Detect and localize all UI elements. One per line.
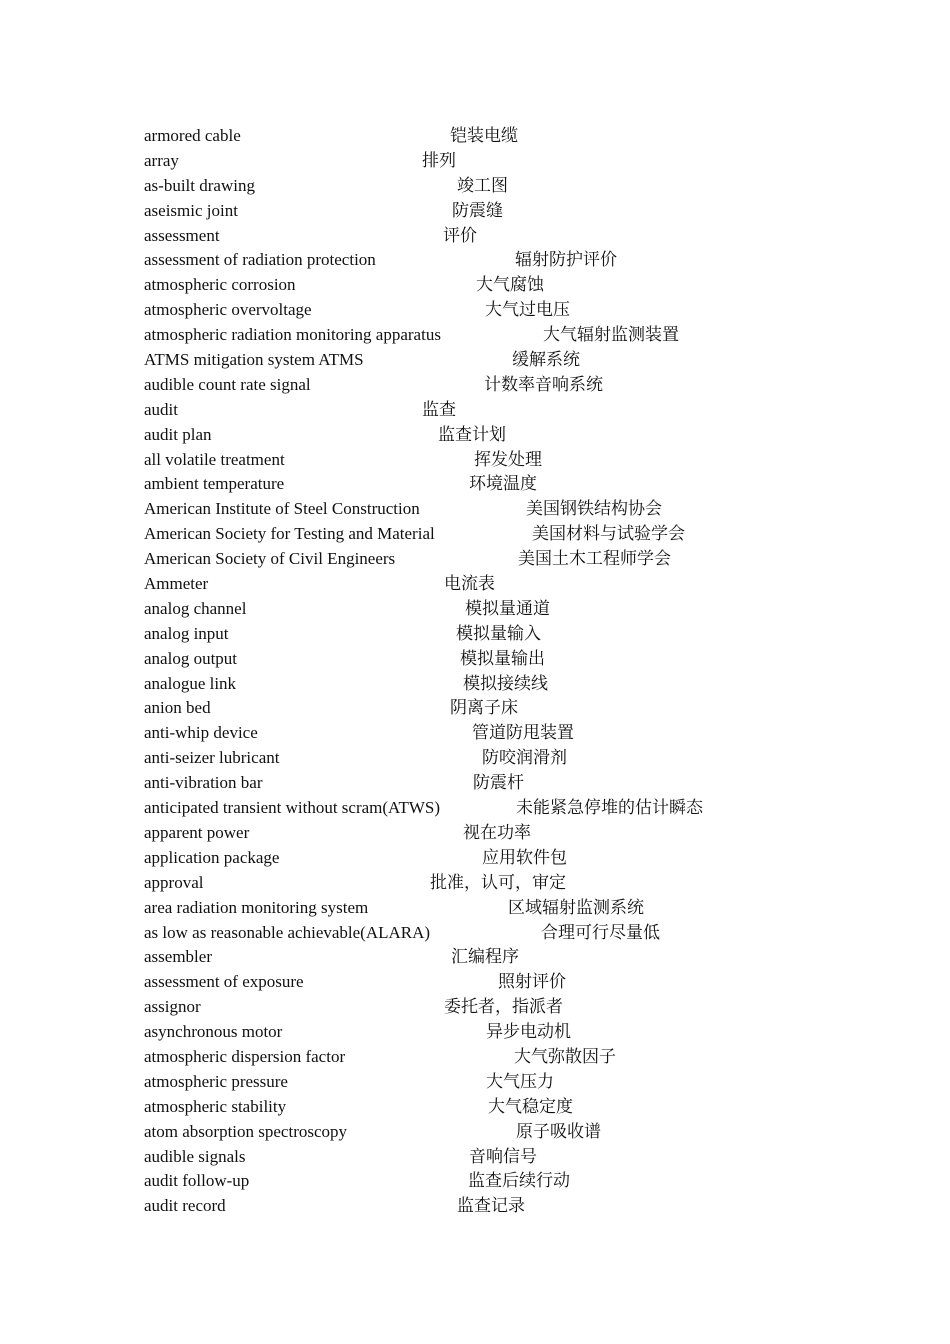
term-text: assessment: [144, 225, 220, 245]
translation-text: 汇编程序: [451, 947, 519, 967]
translation-text: 电流表: [444, 574, 495, 594]
translation-text: 模拟量输出: [460, 648, 545, 668]
term-text: asynchronous motor: [144, 1022, 283, 1042]
glossary-entry: [144, 1169, 844, 1194]
term-text: ambient temperature: [144, 474, 285, 494]
term-text: atmospheric dispersion factor: [144, 1046, 346, 1066]
translation-text: 模拟接续线: [463, 673, 548, 693]
glossary-entry: [144, 149, 844, 174]
glossary-entry: [144, 995, 844, 1020]
glossary-entry: [144, 796, 844, 821]
term-text: assignor: [144, 997, 201, 1017]
term-text: application package: [144, 847, 280, 867]
term-text: assessment of radiation protection: [144, 250, 376, 270]
glossary-entry: [144, 124, 844, 149]
translation-text: 音响信号: [469, 1146, 537, 1166]
glossary-entry: [144, 1020, 844, 1045]
translation-text: 挥发处理: [474, 449, 542, 469]
glossary-entry: [144, 1095, 844, 1120]
term-text: anion bed: [144, 698, 211, 718]
glossary-list: [144, 124, 844, 1219]
term-text: apparent power: [144, 822, 250, 842]
translation-text: 阴离子床: [450, 698, 518, 718]
term-text: American Institute of Steel Construction: [144, 499, 420, 519]
translation-text: 原子吸收谱: [516, 1121, 601, 1141]
translation-text: 应用软件包: [482, 847, 567, 867]
glossary-entry: [144, 1045, 844, 1070]
term-text: American Society of Civil Engineers: [144, 549, 396, 569]
term-text: armored cable: [144, 126, 241, 145]
translation-text: 大气稳定度: [488, 1096, 573, 1116]
translation-text: 防震缝: [452, 200, 503, 220]
term-text: audible count rate signal: [144, 374, 311, 394]
term-text: anti-whip device: [144, 723, 258, 743]
glossary-entry: [144, 497, 844, 522]
glossary-entry: [144, 1120, 844, 1145]
glossary-entry: [144, 945, 844, 970]
term-text: area radiation monitoring system: [144, 897, 369, 917]
term-text: audit plan: [144, 424, 212, 444]
term-text: audible signals: [144, 1146, 246, 1166]
translation-text: 监查计划: [438, 424, 506, 444]
glossary-entry: [144, 647, 844, 672]
term-text: atom absorption spectroscopy: [144, 1121, 348, 1141]
term-text: anti-vibration bar: [144, 773, 263, 793]
term-text: array: [144, 150, 179, 170]
translation-text: 监查后续行动: [468, 1171, 570, 1191]
glossary-entry: [144, 373, 844, 398]
translation-text: 评价: [443, 225, 477, 245]
translation-text: 辐射防护评价: [515, 250, 617, 270]
translation-text: 批准，认可，审定: [430, 872, 566, 892]
term-text: assessment of exposure: [144, 972, 304, 992]
glossary-entry: [144, 896, 844, 921]
term-text: aseismic joint: [144, 200, 238, 220]
translation-text: 委托者，指派者: [444, 997, 563, 1017]
glossary-entry: [144, 1194, 844, 1219]
translation-text: 大气弥散因子: [514, 1046, 616, 1066]
translation-text: 合理可行尽量低: [541, 922, 660, 942]
glossary-entry: [144, 597, 844, 622]
term-text: all volatile treatment: [144, 449, 285, 469]
translation-text: 大气腐蚀: [476, 275, 544, 295]
glossary-entry: [144, 547, 844, 572]
glossary-entry: [144, 323, 844, 348]
glossary-entry: [144, 348, 844, 373]
term-text: ATMS mitigation system ATMS: [144, 350, 364, 370]
glossary-entry: [144, 721, 844, 746]
glossary-entry: [144, 273, 844, 298]
glossary-entry: [144, 1070, 844, 1095]
term-text: as-built drawing: [144, 175, 255, 195]
translation-text: 未能紧急停堆的估计瞬态: [516, 798, 703, 818]
glossary-entry: [144, 423, 844, 448]
translation-text: 防震杆: [473, 773, 524, 793]
term-text: audit follow-up: [144, 1171, 250, 1191]
translation-text: 监查: [422, 399, 456, 419]
glossary-entry: [144, 572, 844, 597]
term-text: assembler: [144, 947, 212, 967]
glossary-entry: [144, 398, 844, 423]
translation-text: 排列: [422, 150, 456, 170]
translation-text: 照射评价: [498, 972, 566, 992]
translation-text: 美国土木工程师学会: [518, 549, 671, 569]
term-text: analog output: [144, 648, 238, 668]
glossary-entry: [144, 746, 844, 771]
translation-text: 管道防甩装置: [472, 723, 574, 743]
translation-text: 计数率音响系统: [484, 374, 603, 394]
term-text: American Society for Testing and Material: [144, 524, 435, 544]
translation-text: 防咬润滑剂: [482, 748, 567, 768]
glossary-entry: [144, 846, 844, 871]
translation-text: 区域辐射监测系统: [508, 897, 644, 917]
translation-text: 异步电动机: [486, 1022, 571, 1042]
glossary-entry: [144, 771, 844, 796]
glossary-entry: [144, 622, 844, 647]
term-text: approval: [144, 872, 204, 892]
glossary-entry: [144, 921, 844, 946]
term-text: as low as reasonable achievable(ALARA): [144, 922, 431, 942]
term-text: atmospheric corrosion: [144, 275, 296, 295]
glossary-entry: [144, 871, 844, 896]
glossary-entry: [144, 970, 844, 995]
translation-text: 模拟量通道: [465, 598, 550, 618]
glossary-entry: [144, 248, 844, 273]
term-text: analog input: [144, 623, 229, 643]
glossary-entry: [144, 696, 844, 721]
glossary-entry: [144, 672, 844, 697]
translation-text: 视在功率: [463, 822, 531, 842]
term-text: analog channel: [144, 598, 247, 618]
glossary-entry: [144, 448, 844, 473]
translation-text: 大气压力: [486, 1071, 554, 1091]
glossary-entry: [144, 224, 844, 249]
term-text: analogue link: [144, 673, 237, 693]
term-text: atmospheric pressure: [144, 1071, 288, 1091]
translation-text: 监查记录: [457, 1196, 525, 1216]
term-text: anti-seizer lubricant: [144, 748, 280, 768]
translation-text: 铠装电缆: [450, 126, 518, 145]
translation-text: 大气过电压: [485, 300, 570, 320]
glossary-entry: [144, 1145, 844, 1170]
translation-text: 环境温度: [469, 474, 537, 494]
glossary-entry: [144, 298, 844, 323]
glossary-entry: [144, 472, 844, 497]
glossary-entry: [144, 199, 844, 224]
glossary-entry: [144, 821, 844, 846]
term-text: atmospheric radiation monitoring apparatus: [144, 325, 441, 345]
translation-text: 竣工图: [457, 175, 508, 195]
translation-text: 模拟量输入: [456, 623, 541, 643]
term-text: audit record: [144, 1196, 226, 1216]
term-text: atmospheric overvoltage: [144, 300, 312, 320]
glossary-entry: [144, 174, 844, 199]
translation-text: 美国材料与试验学会: [532, 524, 685, 544]
glossary-entry: [144, 522, 844, 547]
translation-text: 大气辐射监测装置: [543, 325, 679, 345]
term-text: Ammeter: [144, 574, 209, 594]
translation-text: 美国钢铁结构协会: [526, 499, 662, 519]
term-text: audit: [144, 399, 178, 419]
term-text: atmospheric stability: [144, 1096, 287, 1116]
term-text: anticipated transient without scram(ATWS): [144, 798, 440, 818]
translation-text: 缓解系统: [512, 350, 580, 370]
